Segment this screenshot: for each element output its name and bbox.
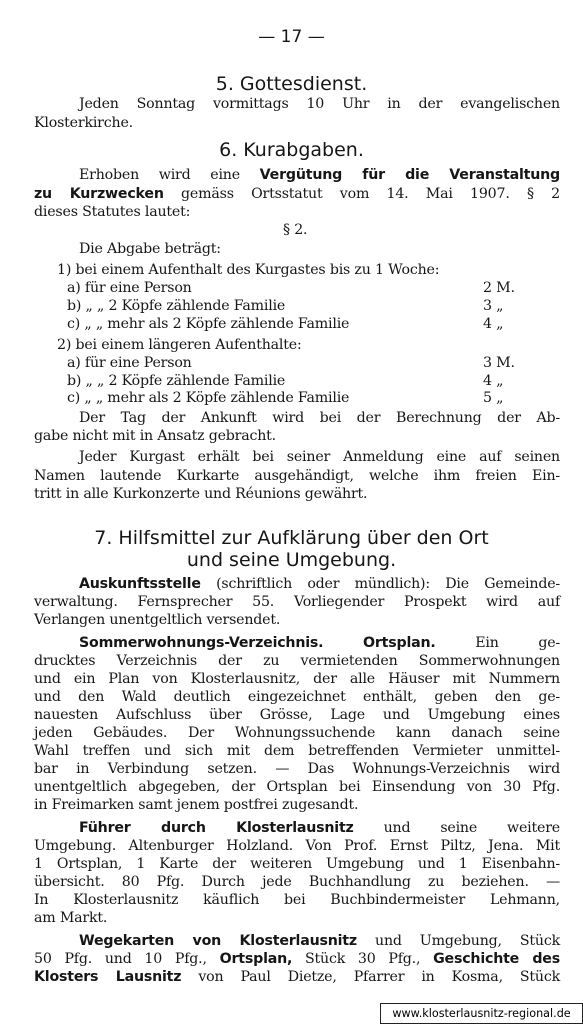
bold-phrase: Ortsplan. <box>363 635 436 651</box>
bold-phrase: Auskunftsstelle <box>79 576 201 592</box>
body-text-line: Jeder Kurgast erhält bei seiner Anmeldung eine auf seinen <box>79 449 560 465</box>
body-text-line: 50 Pfg. und 10 Pfg., Ortsplan, Stück 30 Pfg., Geschichte des <box>34 951 560 967</box>
fee-row-label: c) „ „ mehr als 2 Köpfe zählende Familie <box>67 316 350 332</box>
bold-phrase: zu Kurzwecken <box>34 186 164 202</box>
body-text-line: Die Abgabe beträgt: <box>79 241 221 257</box>
fee-row-price: 5 „ <box>483 390 504 406</box>
body-text-line: Namen lautende Kurkarte ausgehändigt, welche ihm freien Ein- <box>34 468 560 484</box>
fee-row-label: c) „ „ mehr als 2 Köpfe zählende Familie <box>67 390 350 406</box>
fee-row-label: a) für eine Person <box>67 355 192 371</box>
body-text-line: dieses Statutes lautet: <box>34 204 191 220</box>
bold-phrase: Ortsplan, <box>219 951 293 967</box>
body-text-line: Umgebung. Altenburger Holzland. Von Prof. Ernst Piltz, Jena. Mit <box>34 838 560 854</box>
body-text-line: Erhoben wird eine Vergütung für die Veranstaltung <box>79 167 561 183</box>
section-heading-gottesdienst: 5. Gottesdienst. <box>215 73 368 95</box>
bold-phrase: Klosters Lausnitz <box>34 969 182 985</box>
body-text-line: am Markt. <box>34 910 108 926</box>
fee-row-price: 3 M. <box>483 355 515 371</box>
body-text-line: Verlangen unentgeltlich versendet. <box>34 612 281 628</box>
section-heading-hilfsmittel-line2: und seine Umgebung. <box>186 549 397 571</box>
watermark-url: www.klosterlausnitz-regional.de <box>380 1003 583 1024</box>
body-text-line: jeden Gebäudes. Der Wohnungssuchende kann danach seine <box>34 725 560 741</box>
section-heading-hilfsmittel: 7. Hilfsmittel zur Aufklärung über den Ort <box>94 527 489 549</box>
body-text-line: unentgeltlich abgegeben, der Ortsplan bei Einsendung von 30 Pfg. <box>34 779 560 795</box>
body-text-line: gabe nicht mit in Ansatz gebracht. <box>34 428 276 444</box>
body-text-line: Klosters Lausnitz von Paul Dietze, Pfarrer in Kosma, Stück <box>34 969 560 985</box>
body-text-line: zu Kurzwecken gemäss Ortsstatut vom 14. Mai 1907. § 2 <box>34 186 560 202</box>
section-heading-kurabgaben: 6. Kurabgaben. <box>219 139 364 161</box>
body-text-line: in Freimarken samt jenem postfrei zugesandt. <box>34 797 359 813</box>
fee-row-price: 2 M. <box>483 280 515 296</box>
paragraph-sign: § 2. <box>283 222 308 238</box>
body-text-line: Klosterkirche. <box>34 115 133 131</box>
fee-group-title: 2) bei einem längeren Aufenthalte: <box>57 337 302 353</box>
body-text-line: Der Tag der Ankunft wird bei der Berechnung der Ab- <box>79 410 560 426</box>
bold-phrase: Führer durch Klosterlausnitz <box>79 820 354 836</box>
body-text-line: und den Wald deutlich eingezeichnet enthält, geben den ge- <box>34 689 560 705</box>
body-text-line: 1 Ortsplan, 1 Karte der weiteren Umgebung und 1 Eisenbahn- <box>34 856 560 872</box>
fee-group-title: 1) bei einem Aufenthalt des Kurgastes bis zu 1 Woche: <box>57 262 440 278</box>
body-text-line: bar in Verbindung setzen. — Das Wohnungs-Verzeichnis wird <box>34 761 560 777</box>
body-text-line: Führer durch Klosterlausnitz und seine weitere <box>79 820 560 836</box>
body-text-line: und ein Plan von Klosterlausnitz, der alle Häuser mit Nummern <box>34 671 560 687</box>
body-text-line: In Klosterlausnitz käuflich bei Buchbindermeister Lehmann, <box>34 892 560 908</box>
fee-row-label: b) „ „ 2 Köpfe zählende Familie <box>67 373 286 389</box>
page-number: — 17 — <box>258 27 325 47</box>
bold-phrase: Wegekarten von Klosterlausnitz <box>79 933 357 949</box>
fee-row-price: 4 „ <box>483 316 504 332</box>
body-text-line: Jeden Sonntag vormittags 10 Uhr in der evangelischen <box>79 96 560 112</box>
body-text-line: Sommerwohnungs-Verzeichnis. Ortsplan. Ein ge- <box>79 635 560 651</box>
body-text-line: tritt in alle Kurkonzerte und Réunions gewährt. <box>34 486 368 502</box>
fee-row-price: 4 „ <box>483 373 504 389</box>
body-text-line: drucktes Verzeichnis der zu vermietenden Sommerwohnungen <box>34 653 560 669</box>
body-text-line: nauesten Aufschluss über Grösse, Lage und Umgebung eines <box>34 707 560 723</box>
fee-row-label: a) für eine Person <box>67 280 192 296</box>
body-text-line: übersicht. 80 Pfg. Durch jede Buchhandlung zu beziehen. — <box>34 874 560 890</box>
bold-phrase: Geschichte des <box>433 951 560 967</box>
fee-row-label: b) „ „ 2 Köpfe zählende Familie <box>67 298 286 314</box>
fee-row-price: 3 „ <box>483 298 504 314</box>
body-text-line: verwaltung. Fernsprecher 55. Vorliegender Prospekt wird auf <box>34 594 560 610</box>
bold-phrase: Sommerwohnungs-Verzeichnis. <box>79 635 324 651</box>
body-text-line: Wegekarten von Klosterlausnitz und Umgebung, Stück <box>79 933 560 949</box>
body-text-line: Wahl treffen und sich mit dem betreffenden Vermieter unmittel- <box>34 743 560 759</box>
body-text-line: Auskunftsstelle (schriftlich oder mündlich): Die Gemeinde- <box>79 576 560 592</box>
bold-phrase: Vergütung für die Veranstaltung <box>259 167 561 183</box>
